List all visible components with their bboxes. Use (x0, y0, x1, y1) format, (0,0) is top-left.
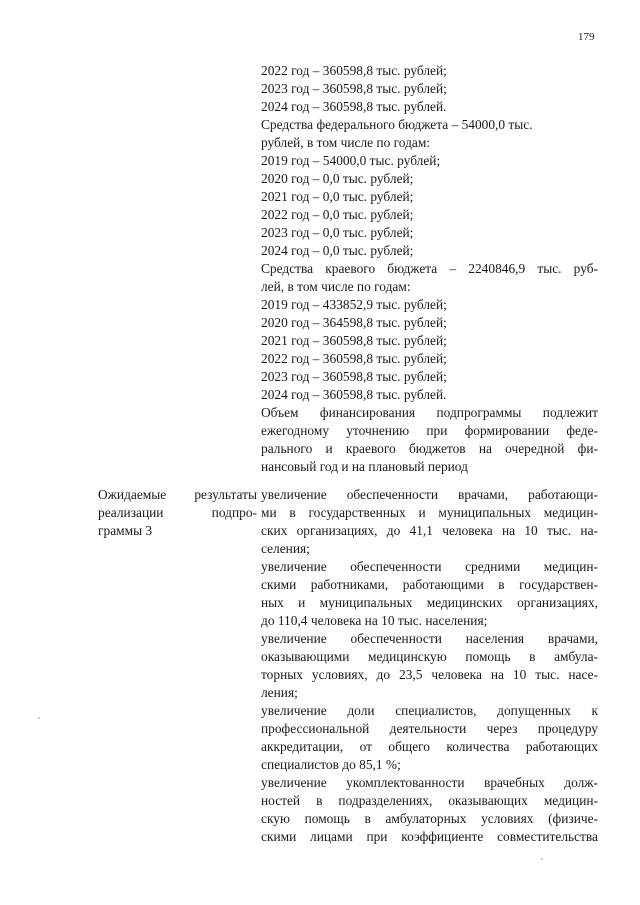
result-line: ностей в подразделениях, оказывающих медицин- (261, 793, 598, 808)
funding-note-line: ежегодному уточнению при формировании феде- (261, 423, 598, 438)
regional-year-line: 2022 год – 360598,8 тыс. рублей; (261, 351, 447, 366)
result-line: увеличение обеспеченности населения врачами, (261, 631, 598, 646)
scan-speck (38, 717, 40, 719)
regional-year-line: 2020 год – 364598,8 тыс. рублей; (261, 315, 447, 330)
page-number: 179 (578, 31, 595, 43)
regional-budget-heading: Средства краевого бюджета – 2240846,9 тыс. руб- (261, 261, 598, 276)
result-line: ления; (261, 685, 298, 700)
funding-line: 2023 год – 360598,8 тыс. рублей; (261, 81, 447, 96)
federal-year-line: 2021 год – 0,0 тыс. рублей; (261, 189, 414, 204)
funding-note-line: нансовый год и на плановый период (261, 459, 468, 474)
result-line: торных условиях, до 23,5 человека на 10 тыс. насе- (261, 667, 598, 682)
regional-year-line: 2024 год – 360598,8 тыс. рублей. (261, 387, 447, 402)
result-line: до 110,4 человека на 10 тыс. населения; (261, 613, 488, 628)
result-line: увеличение обеспеченности врачами, работающи- (261, 487, 598, 502)
regional-budget-heading: лей, в том числе по годам: (261, 279, 411, 294)
result-line: специалистов до 85,1 %; (261, 757, 401, 772)
scan-speck (541, 858, 543, 860)
federal-year-line: 2024 год – 0,0 тыс. рублей; (261, 243, 414, 258)
result-line: ми в государственных и муниципальных медицин- (261, 505, 598, 520)
funding-line: 2024 год – 360598,8 тыс. рублей. (261, 99, 447, 114)
label-line: граммы 3 (98, 523, 153, 538)
funding-line: 2022 год – 360598,8 тыс. рублей; (261, 63, 447, 78)
result-line: ных и муниципальных медицинских организациях, (261, 595, 598, 610)
result-line: оказывающими медицинскую помощь в амбула- (261, 649, 598, 664)
result-line: ских организациях, до 41,1 человека на 10 тыс. на- (261, 523, 598, 538)
federal-year-line: 2022 год – 0,0 тыс. рублей; (261, 207, 414, 222)
result-line: профессиональной деятельности через процедуру (261, 721, 598, 736)
federal-budget-heading: рублей, в том числе по годам: (261, 135, 431, 150)
federal-year-line: 2019 год – 54000,0 тыс. рублей; (261, 153, 441, 168)
federal-year-line: 2020 год – 0,0 тыс. рублей; (261, 171, 414, 186)
result-line: аккредитации, от общего количества работающих (261, 739, 598, 754)
regional-year-line: 2023 год – 360598,8 тыс. рублей; (261, 369, 447, 384)
result-line: селения; (261, 541, 310, 556)
expected-results-label (98, 486, 257, 540)
result-line: скими работниками, работающими в государствен- (261, 577, 598, 592)
result-line: увеличение доли специалистов, допущенных к (261, 703, 598, 718)
federal-year-line: 2023 год – 0,0 тыс. рублей; (261, 225, 414, 240)
regional-year-line: 2019 год – 433852,9 тыс. рублей; (261, 297, 447, 312)
funding-note-line: Объем финансирования подпрограммы подлежит (261, 405, 598, 420)
result-line: увеличение обеспеченности средними медицин- (261, 559, 598, 574)
regional-year-line: 2021 год – 360598,8 тыс. рублей; (261, 333, 447, 348)
label-line: реализации подпро- (98, 505, 257, 520)
result-line: увеличение укомплектованности врачебных долж- (261, 775, 598, 790)
label-line: Ожидаемые результаты (98, 487, 257, 502)
result-line: скую помощь в амбулаторных условиях (физиче- (261, 811, 598, 826)
federal-budget-heading: Средства федерального бюджета – 54000,0 тыс. (261, 117, 533, 132)
result-line: скими лицами при коэффициенте совместительства (261, 829, 598, 844)
funding-note-line: рального и краевого бюджетов на очередной фи- (261, 441, 598, 456)
